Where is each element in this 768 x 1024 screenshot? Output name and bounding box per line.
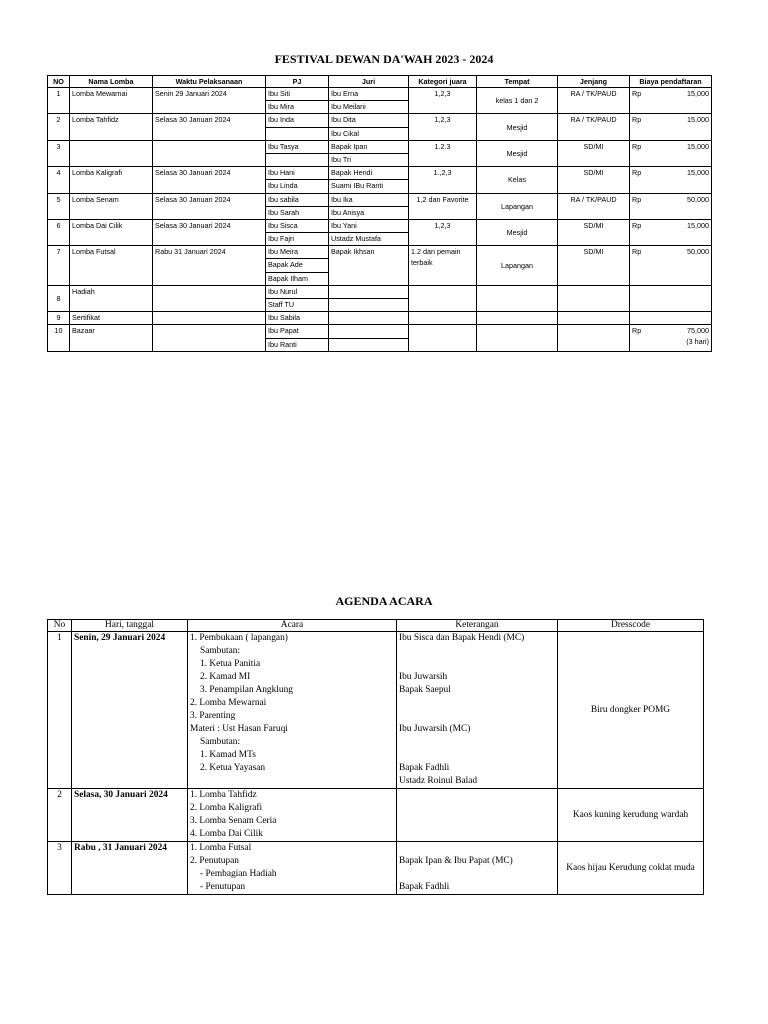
cell-jenjang: SD/MI <box>558 140 630 166</box>
agenda-note: Ustadz Roinul Balad <box>399 776 478 786</box>
agenda-header-dresscode: Dresscode <box>558 620 704 632</box>
table-row <box>48 167 712 180</box>
agenda-item: Materi : Ust Hasan Faruqi <box>190 724 288 734</box>
cell-no: 6 <box>48 219 70 245</box>
cell-pj: Ibu Sabila <box>266 312 329 325</box>
table-row <box>48 219 712 232</box>
cell-kategori <box>409 325 477 351</box>
agenda-note <box>399 868 555 881</box>
cell-pj: Ibu sabila <box>266 193 329 206</box>
cell-kategori <box>409 140 477 166</box>
cell-juri: Suami IBu Ranti <box>329 180 409 193</box>
agenda-title: AGENDA ACARA <box>335 594 433 608</box>
cell-nama-lomba: Lomba Futsal <box>70 246 153 286</box>
cell-juri <box>329 325 409 338</box>
cell-jenjang: RA / TK/PAUD <box>558 88 630 114</box>
cell-tempat: Lapangan <box>477 246 558 286</box>
cell-biaya <box>630 325 712 351</box>
agenda-item: 2. Kamad MI <box>200 672 251 682</box>
agenda-header-no: No <box>48 620 72 632</box>
festival-title: FESTIVAL DEWAN DA'WAH 2023 - 2024 <box>274 52 494 66</box>
cell-nama-lomba: Lomba Senam <box>70 193 153 219</box>
cell-nama-lomba: Lomba Tahfidz <box>70 114 153 140</box>
cell-juri: Ibu Ika <box>329 193 409 206</box>
cell-kategori <box>409 114 477 140</box>
agenda-header-hari: Hari, tanggal <box>72 620 188 632</box>
cell-juri <box>329 338 409 351</box>
fee-line <box>632 88 709 99</box>
cell-tempat: Mesjid <box>477 219 558 245</box>
table-row <box>48 114 712 127</box>
cell-juri: Ibu Yani <box>329 219 409 232</box>
cell-biaya <box>630 167 712 193</box>
header-kategori: Kategori juara <box>409 76 477 88</box>
cell-juri <box>329 312 409 325</box>
cell-juri: Ibu Dita <box>329 114 409 127</box>
cell-waktu <box>153 285 266 311</box>
cell-pj: Ibu Mira <box>266 101 329 114</box>
cell-pj <box>266 153 329 166</box>
cell-tempat <box>477 285 558 311</box>
cell-biaya <box>630 88 712 114</box>
cell-waktu: Selasa 30 Januari 2024 <box>153 114 266 140</box>
agenda-header-keterangan: Keterangan <box>397 620 558 632</box>
cell-tempat: kelas 1 dan 2 <box>477 88 558 114</box>
agenda-acara <box>188 789 397 842</box>
fee-line <box>632 246 709 257</box>
agenda-dresscode: Kaos kuning kerudung wardah <box>558 789 704 842</box>
cell-nama-lomba: Lomba Kaligrafi <box>70 167 153 193</box>
fee-amount: 15,000 <box>687 115 709 125</box>
fee-line <box>632 114 709 125</box>
fee-amount: 50,000 <box>687 194 709 204</box>
table-row <box>48 325 712 338</box>
cell-waktu: Selasa 30 Januari 2024 <box>153 219 266 245</box>
agenda-note <box>399 645 555 658</box>
cell-tempat: Kelas <box>477 167 558 193</box>
cell-jenjang: RA / TK/PAUD <box>558 193 630 219</box>
agenda-note <box>399 736 555 749</box>
kategori-text: 1,2 dan Favorite <box>416 194 469 204</box>
agenda-row <box>48 632 704 789</box>
agenda-item: 1. Kamad MTs <box>200 750 256 760</box>
agenda-item: 2. Lomba Mewarnai <box>190 698 267 708</box>
agenda-note: Ibu Sisca dan Bapak Hendi (MC) <box>399 633 525 643</box>
cell-kategori <box>409 193 477 219</box>
cell-nama-lomba: Bazaar <box>70 325 153 351</box>
agenda-acara <box>188 842 397 895</box>
agenda-note: Ibu Juwarsih <box>399 672 448 682</box>
cell-jenjang <box>558 285 630 311</box>
currency-label: Rp <box>632 220 642 230</box>
agenda-note <box>399 749 555 762</box>
kategori-text: 1,2,3 <box>434 220 451 230</box>
agenda-item: 2. Lomba Kaligrafi <box>190 803 263 813</box>
cell-biaya <box>630 219 712 245</box>
table-row <box>48 193 712 206</box>
agenda-table <box>47 619 704 895</box>
cell-biaya <box>630 193 712 219</box>
agenda-note: Bapak Saepul <box>399 685 451 695</box>
kategori-text: 1,2,3 <box>434 89 451 98</box>
agenda-dresscode: Biru dongker POMG <box>558 632 704 789</box>
agenda-item: 2. Penutupan <box>190 856 239 866</box>
cell-tempat: Mesjid <box>477 140 558 166</box>
table-row <box>48 246 712 259</box>
cell-jenjang: RA / TK/PAUD <box>558 114 630 140</box>
agenda-item: 3. Penampilan Angklung <box>200 685 293 695</box>
fee-line <box>632 167 709 178</box>
cell-pj: Ibu Meira <box>266 246 329 259</box>
cell-pj: Ibu Ranti <box>266 338 329 351</box>
cell-nama-lomba: Lomba Mewarnai <box>70 88 153 114</box>
agenda-keterangan <box>397 789 558 842</box>
competition-table-body <box>48 88 712 352</box>
currency-label: Rp <box>632 326 642 336</box>
table-row <box>48 88 712 101</box>
cell-biaya <box>630 312 712 325</box>
currency-label: Rp <box>632 141 642 151</box>
agenda-note <box>399 658 555 671</box>
agenda-item: 4. Lomba Dai Cilik <box>190 829 263 839</box>
agenda-item: 1. Ketua Panitia <box>200 659 261 669</box>
currency-label: Rp <box>632 115 642 125</box>
cell-no: 8 <box>48 285 70 311</box>
cell-juri: Ibu Anisya <box>329 206 409 219</box>
fee-amount: 15,000 <box>687 141 709 151</box>
kategori-text: 1.2 dan pemain terbaik <box>411 247 461 268</box>
table-row <box>48 285 712 298</box>
cell-jenjang: SD/MI <box>558 167 630 193</box>
agenda-note: Ibu Juwarsih (MC) <box>399 724 471 734</box>
cell-pj: Ibu Sisca <box>266 219 329 232</box>
cell-no: 5 <box>48 193 70 219</box>
agenda-no: 3 <box>48 842 72 895</box>
cell-no: 2 <box>48 114 70 140</box>
cell-pj: Ibu Sarah <box>266 206 329 219</box>
cell-waktu <box>153 140 266 166</box>
cell-waktu: Senin 29 Januari 2024 <box>153 88 266 114</box>
table-row <box>48 140 712 153</box>
cell-juri: Bapak Ipan <box>329 140 409 153</box>
agenda-note: Bapak Fadhli <box>399 763 450 773</box>
cell-tempat: Mesjid <box>477 114 558 140</box>
cell-jenjang <box>558 312 630 325</box>
cell-pj: Ibu Linda <box>266 180 329 193</box>
header-tempat: Tempat <box>477 76 558 88</box>
agenda-row <box>48 789 704 842</box>
agenda-item: - Penutupan <box>200 882 246 892</box>
cell-juri: Bapak Hendi <box>329 167 409 180</box>
agenda-item: 2. Ketua Yayasan <box>200 763 266 773</box>
currency-label: Rp <box>632 194 642 204</box>
competition-header-row <box>48 76 712 88</box>
cell-juri: Ibu Meilani <box>329 101 409 114</box>
agenda-note: Bapak Fadhli <box>399 882 450 892</box>
cell-tempat: Lapangan <box>477 193 558 219</box>
cell-biaya <box>630 114 712 140</box>
agenda-note <box>399 710 555 723</box>
cell-pj: Bapak Ilham <box>266 272 329 285</box>
fee-line <box>632 194 709 205</box>
cell-pj: Ibu Inda <box>266 114 329 127</box>
fee-amount: 15,000 <box>687 168 709 178</box>
agenda-day: Rabu , 31 Januari 2024 <box>72 842 188 895</box>
currency-label: Rp <box>632 168 642 178</box>
cell-no: 3 <box>48 140 70 166</box>
cell-kategori <box>409 246 477 286</box>
header-biaya: Biaya pendaftaran <box>630 76 712 88</box>
cell-biaya <box>630 285 712 311</box>
agenda-note <box>399 842 555 855</box>
agenda-note <box>399 697 555 710</box>
currency-label: Rp <box>632 247 642 257</box>
agenda-header-row <box>48 620 704 632</box>
cell-jenjang <box>558 325 630 351</box>
currency-label: Rp <box>632 89 642 98</box>
cell-waktu <box>153 312 266 325</box>
cell-kategori <box>409 312 477 325</box>
header-jenjang: Jenjang <box>558 76 630 88</box>
cell-biaya <box>630 140 712 166</box>
agenda-acara <box>188 632 397 789</box>
cell-juri: Ibu Erna <box>329 88 409 101</box>
fee-note: (3 hari) <box>686 337 709 347</box>
agenda-item: 1. Pembukaan ( lapangan) <box>190 633 288 643</box>
cell-pj: Staff TU <box>266 299 329 312</box>
agenda-item: Sambutan: <box>200 737 241 747</box>
agenda-item: 3. Lomba Senam Ceria <box>190 816 277 826</box>
cell-no: 10 <box>48 325 70 351</box>
agenda-day: Senin, 29 Januari 2024 <box>72 632 188 789</box>
cell-pj: Ibu Nurul <box>266 285 329 298</box>
cell-jenjang: SD/MI <box>558 246 630 286</box>
cell-pj <box>266 127 329 140</box>
fee-amount: 15,000 <box>687 89 709 98</box>
cell-waktu: Rabu 31 Januari 2024 <box>153 246 266 286</box>
cell-waktu: Selasa 30 Januari 2024 <box>153 193 266 219</box>
cell-nama-lomba <box>70 140 153 166</box>
cell-waktu: Selasa 30 Januari 2024 <box>153 167 266 193</box>
agenda-header-acara: Acara <box>188 620 397 632</box>
cell-kategori <box>409 285 477 311</box>
cell-no: 9 <box>48 312 70 325</box>
cell-kategori <box>409 88 477 114</box>
cell-juri: Bapak Ikhsan <box>329 246 409 286</box>
fee-line <box>632 325 709 336</box>
cell-nama-lomba: Lomba Dai Cilik <box>70 219 153 245</box>
agenda-row <box>48 842 704 895</box>
cell-juri <box>329 299 409 312</box>
cell-no: 4 <box>48 167 70 193</box>
cell-nama-lomba: Hadiah <box>70 285 153 311</box>
header-no: NO <box>48 76 70 88</box>
header-juri: Juri <box>329 76 409 88</box>
kategori-text: 1,2,3 <box>434 115 451 125</box>
cell-pj: Ibu Tasya <box>266 140 329 153</box>
cell-juri: Ibu Tri <box>329 153 409 166</box>
header-waktu: Waktu Pelaksanaan <box>153 76 266 88</box>
table-row <box>48 312 712 325</box>
agenda-item: - Pembagian Hadiah <box>200 869 277 879</box>
fee-line <box>632 220 709 231</box>
cell-pj: Ibu Siti <box>266 88 329 101</box>
cell-juri <box>329 285 409 298</box>
cell-jenjang: SD/MI <box>558 219 630 245</box>
agenda-item: Sambutan: <box>200 646 241 656</box>
agenda-keterangan <box>397 632 558 789</box>
agenda-item: 3. Parenting <box>190 711 236 721</box>
cell-tempat <box>477 325 558 351</box>
header-pj: PJ <box>266 76 329 88</box>
fee-amount: 50,000 <box>687 247 709 257</box>
competition-table <box>47 75 712 352</box>
cell-no: 7 <box>48 246 70 286</box>
agenda-keterangan <box>397 842 558 895</box>
cell-waktu <box>153 325 266 351</box>
cell-biaya <box>630 246 712 286</box>
cell-tempat <box>477 312 558 325</box>
fee-amount: 15,000 <box>687 220 709 230</box>
cell-nama-lomba: Sertifikat <box>70 312 153 325</box>
agenda-note: Bapak Ipan & Ibu Papat (MC) <box>399 856 513 866</box>
cell-kategori <box>409 219 477 245</box>
cell-pj: Bapak Ade <box>266 259 329 272</box>
kategori-text: 1.,2,3 <box>433 168 452 178</box>
cell-kategori <box>409 167 477 193</box>
agenda-day: Selasa, 30 Januari 2024 <box>72 789 188 842</box>
header-nama-lomba: Nama Lomba <box>70 76 153 88</box>
cell-pj: Ibu Papat <box>266 325 329 338</box>
fee-amount: 75,000 <box>687 326 709 336</box>
cell-no: 1 <box>48 88 70 114</box>
fee-line <box>632 141 709 152</box>
agenda-no: 2 <box>48 789 72 842</box>
cell-juri: Ustadz Mustafa <box>329 233 409 246</box>
cell-pj: Ibu Hani <box>266 167 329 180</box>
kategori-text: 1.2.3 <box>434 141 451 151</box>
agenda-table-body <box>48 632 704 895</box>
agenda-dresscode: Kaos hijau Kerudung coklat muda <box>558 842 704 895</box>
agenda-item: 1. Lomba Tahfidz <box>190 790 257 800</box>
cell-juri: Ibu Cikal <box>329 127 409 140</box>
cell-pj: Ibu Fajri <box>266 233 329 246</box>
agenda-no: 1 <box>48 632 72 789</box>
agenda-item: 1. Lomba Futsal <box>190 843 252 853</box>
